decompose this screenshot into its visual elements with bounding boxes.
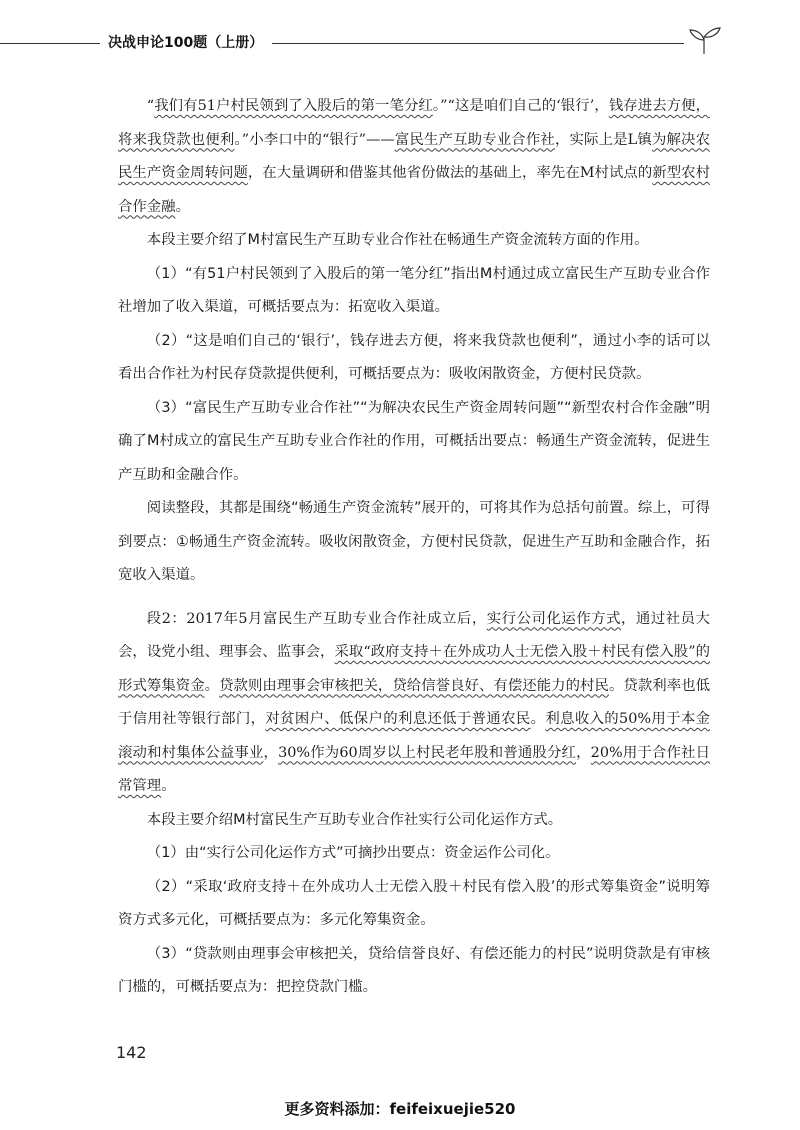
underlined-phrase: 利息收入的50%用于本金滚动和村集体公益事业: [118, 711, 710, 761]
analysis-point-1-1: （1）“有51户村民领到了入股后的第一笔分红”指出M村通过成立富民生产互助专业合作社增加了收入渠道，可概括要点为：拓宽收入渠道。: [118, 265, 710, 315]
analysis-point-2-3: （3）“贷款则由理事会审核把关，贷给信誉良好、有偿还能力的村民”说明贷款是有审核门槛的，可概括要点为：把控贷款门槛。: [118, 945, 710, 995]
book-title: 决战申论100题（上册）: [108, 35, 264, 51]
underlined-phrase: 30%作为60周岁以上村民老年股和普通股分红: [278, 744, 577, 761]
page-content: [118, 90, 710, 1005]
analysis-point-2-1: （1）由“实行公司化运作方式”可摘抄出要点：资金运作公司化。: [146, 845, 560, 861]
source-paragraph-1: “我们有51户村民领到了入股后的第一笔分红。”“这是咱们自己的‘银行’，钱存进去方便，将来我贷款也便利。”小李口中的“银行”——富民生产互助专业合作社，实际上是L镇为解决农民生产资金周转问题，在大量调研和借鉴其他省份做法的基础上，率先在M村试点的新型农村合作金融。: [118, 98, 710, 215]
running-header: [0, 30, 800, 60]
underlined-phrase: 对贫困户、低保户的利息还低于普通农民: [265, 711, 531, 727]
analysis-summary-1: 本段主要介绍了M村富民生产互助专业合作社在畅通生产资金流转方面的作用。: [146, 232, 649, 248]
underlined-phrase: 为解决农民生产资金周转问题: [118, 131, 710, 181]
underlined-phrase: 采取“政府支持＋在外成功人士无偿入股＋村民有偿入股”的形式筹集资金: [118, 644, 710, 694]
analysis-point-1-2: （2）“这是咱们自己的‘银行’，钱存进去方便，将来我贷款也便利”，通过小李的话可以看出合作社为村民存贷款提供便利，可概括要点为：吸收闲散资金，方便村民贷款。: [118, 332, 710, 382]
footer-note: 更多资料添加：feifeixuejie520: [284, 1100, 516, 1118]
sprout-icon: [686, 24, 722, 56]
analysis-point-2-2: （2）“采取‘政府支持＋在外成功人士无偿入股＋村民有偿入股’的形式筹集资金”说明筹资方式多元化，可概括要点为：多元化筹集资金。: [118, 878, 710, 928]
underlined-phrase: 实行公司化运作方式: [486, 610, 622, 627]
underlined-phrase: 20%用于合作社日常管理: [118, 744, 710, 794]
analysis-conclusion-1: 阅读整段，其都是围绕“畅通生产资金流转”展开的，可将其作为总括句前置。综上，可得到要点：①畅通生产资金流转。吸收闲散资金，方便村民贷款，促进生产互助和金融合作，拓宽收入渠道。: [118, 500, 710, 583]
analysis-point-1-3: （3）“富民生产互助专业合作社”“为解决农民生产资金周转问题”“新型农村合作金融”明确了M村成立的富民生产互助专业合作社的作用，可概括出要点：畅通生产资金流转，促进生产互助和金融合作。: [118, 399, 710, 483]
page-number: 142: [116, 1043, 147, 1062]
source-paragraph-2: 段2：2017年5月富民生产互助专业合作社成立后，实行公司化运作方式，通过社员大会，设党小组、理事会、监事会，采取“政府支持＋在外成功人士无偿入股＋村民有偿入股”的形式筹集资金。贷款则由理事会审核把关，贷给信誉良好、有偿还能力的村民。贷款利率也低于信用社等银行部门，对贫困户、低保户的利息还低于普通农民。利息收入的50%用于本金滚动和村集体公益事业，30%作为60周岁以上村民老年股和普通股分红，20%用于合作社日常管理。: [118, 610, 710, 794]
analysis-summary-2: 本段主要介绍M村富民生产互助专业合作社实行公司化运作方式。: [146, 811, 563, 828]
underlined-phrase: 钱存进去方便，将来我贷款也便利: [118, 98, 710, 148]
underlined-phrase: 我们有51户村民领到了入股后的第一笔分红: [154, 98, 433, 114]
underlined-phrase: 新型农村合作金融: [118, 165, 710, 215]
header-rule-right: [272, 43, 684, 44]
header-rule-left: [0, 43, 100, 44]
underlined-phrase: 贷款则由理事会审核把关，贷给信誉良好、有偿还能力的村民: [219, 677, 609, 694]
underlined-phrase: 富民生产互助专业合作社: [394, 131, 555, 148]
